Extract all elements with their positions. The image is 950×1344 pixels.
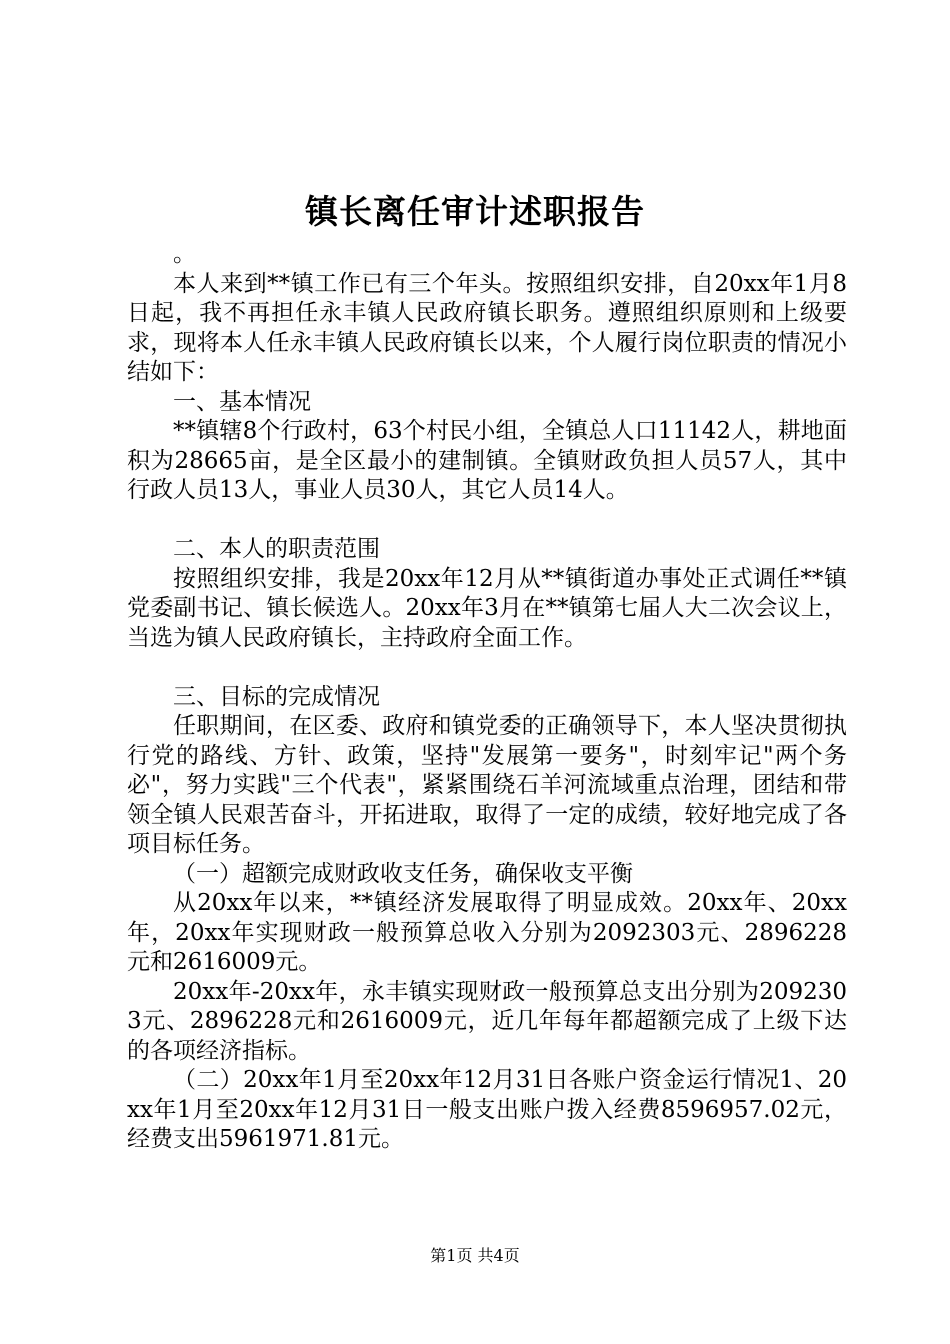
heading-responsibilities: 二、本人的职责范围 (173, 536, 380, 562)
paragraph-revenue: 从20xx年以来，**镇经济发展取得了明显成效。20xx年、20xx年，20xx年实现财政一般预算总收入分别为2092303元、2896228元和2616009元。 (127, 890, 847, 975)
paragraph-intro: 本人来到**镇工作已有三个年头。按照组织安排，自20xx年1月8日起，我不再担任永丰镇人民政府镇长职务。遵照组织原则和上级要求，现将本人任永丰镇人民政府镇长以来，个人履行岗位职责的情况小结如下： (127, 270, 847, 385)
paragraph-lead-mark: 。 (173, 241, 196, 267)
paragraph-expenditure: 20xx年-20xx年，永丰镇实现财政一般预算总支出分别为2092303元、2896228元和2616009元，近几年每年都超额完成了上级下达的各项经济指标。 (127, 978, 847, 1064)
heading-basic-situation: 一、基本情况 (173, 388, 311, 415)
paragraph-accounts: （二）20xx年1月至20xx年12月31日各账户资金运行情况1、20xx年1月至20xx年12月31日一般支出账户拨入经费8596957.02元，经费支出5961971.81元。 (127, 1067, 847, 1152)
paragraph-responsibilities: 按照组织安排，我是20xx年12月从**镇街道办事处正式调任**镇党委副书记、镇长候选人。20xx年3月在**镇第七届人大二次会议上，当选为镇人民政府镇长，主持政府全面工作。 (127, 565, 847, 651)
page-footer: 第1页 共4页 (430, 1246, 520, 1265)
paragraph-gap (127, 653, 847, 683)
paragraph-gap (127, 506, 847, 536)
heading-goals: 三、目标的完成情况 (173, 683, 380, 710)
paragraph-basic-situation: **镇辖8个行政村，63个村民小组，全镇总人口11142人，耕地面积为28665亩，是全区最小的建制镇。全镇财政负担人员57人，其中行政人员13人，事业人员30人，其它人员14人。 (127, 418, 847, 503)
document-title: 镇长离任审计述职报告 (305, 192, 645, 231)
document-body (127, 240, 847, 1155)
subheading-finance: （一）超额完成财政收支任务，确保收支平衡 (173, 860, 633, 887)
paragraph-goals: 任职期间，在区委、政府和镇党委的正确领导下，本人坚决贯彻执行党的路线、方针、政策，坚持"发展第一要务"，时刻牢记"两个务必"，努力实践"三个代表"，紧紧围绕石羊河流域重点治理，团结和带领全镇人民艰苦奋斗，开拓进取，取得了一定的成绩，较好地完成了各项目标任务。 (127, 713, 847, 857)
